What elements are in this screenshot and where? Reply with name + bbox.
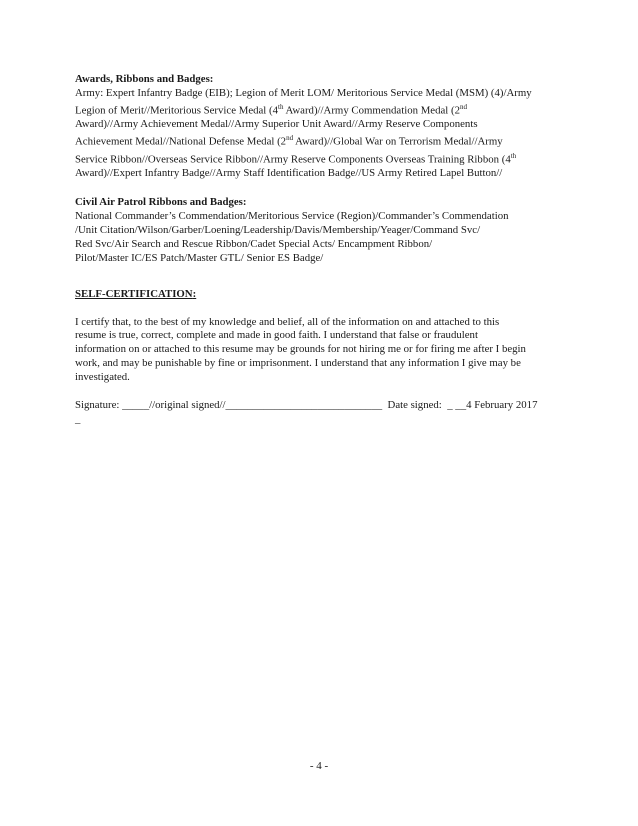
signature-trailing: _ bbox=[75, 413, 81, 425]
awards-text: Legion of Merit//Meritorious Service Medal (4 bbox=[75, 104, 278, 117]
selfcert-heading-text: SELF-CERTIFICATION bbox=[75, 287, 193, 300]
awards-line bbox=[75, 167, 565, 181]
page-number: - 4 - bbox=[309, 760, 329, 772]
selfcert-line: investigated. bbox=[75, 371, 130, 384]
awards-text: Award)//Expert Infantry Badge//Army Staff Identification Badge//US Army Retired Lapel Button// bbox=[75, 167, 503, 180]
ordinal-suffix: th bbox=[510, 151, 517, 160]
selfcert-line: resume is true, correct, complete and made in good faith. I understand that false or fraudulent bbox=[75, 329, 478, 342]
date-label: Date signed: bbox=[382, 399, 448, 412]
awards-line bbox=[75, 150, 565, 168]
cap-section bbox=[75, 196, 565, 266]
awards-text: Service Ribbon//Overseas Service Ribbon//Army Reserve Components Overseas Training Ribbon (4 bbox=[75, 153, 511, 166]
ordinal-suffix: nd bbox=[459, 102, 467, 111]
awards-text: Achievement Medal//National Defense Medal (2 bbox=[75, 135, 287, 148]
selfcert-line: I certify that, to the best of my knowledge and belief, all of the information on and attached to this bbox=[75, 315, 500, 328]
cap-line: National Commander’s Commendation/Meritorious Service (Region)/Commander’s Commendation bbox=[75, 210, 509, 223]
cap-line: Pilot/Master IC/ES Patch/Master GTL/ Senior ES Badge/ bbox=[75, 251, 324, 264]
awards-text: Award)//Army Achievement Medal//Army Superior Unit Award//Army Reserve Components bbox=[75, 118, 478, 131]
cap-line: /Unit Citation/Wilson/Garber/Loening/Leadership/Davis/Membership/Yeager/Command Svc/ bbox=[75, 223, 481, 236]
ordinal-suffix: nd bbox=[286, 134, 294, 143]
awards-text: Army: Expert Infantry Badge (EIB); Legion of Merit LOM/ Meritorious Service Medal (MSM) (4)/Army bbox=[75, 86, 532, 99]
selfcert-section bbox=[75, 288, 565, 427]
date-value: _ __4 February 2017 bbox=[447, 399, 538, 412]
awards-text: Award)//Global War on Terrorism Medal//Army bbox=[293, 135, 503, 148]
awards-section bbox=[75, 73, 565, 181]
cap-heading: Civil Air Patrol Ribbons and Badges: bbox=[75, 196, 247, 209]
awards-line bbox=[75, 101, 565, 119]
signature-row bbox=[75, 399, 565, 413]
selfcert-line: work, and may be punishable by fine or imprisonment. I understand that any information I give may be bbox=[75, 357, 521, 370]
awards-text: Award)//Army Commendation Medal (2 bbox=[283, 104, 460, 117]
ordinal-suffix: th bbox=[278, 102, 284, 111]
awards-heading: Awards, Ribbons and Badges: bbox=[75, 73, 214, 85]
page-content bbox=[75, 73, 565, 442]
cap-line: Red Svc/Air Search and Rescue Ribbon/Cadet Special Acts/ Encampment Ribbon/ bbox=[75, 237, 433, 250]
selfcert-heading bbox=[75, 288, 565, 302]
awards-line bbox=[75, 132, 565, 150]
selfcert-line: information on or attached to this resume may be grounds for not hiring me or for firing me after I begin bbox=[75, 343, 526, 356]
awards-line bbox=[75, 118, 565, 132]
signature-value: _____//original signed//_____________________________ bbox=[122, 399, 383, 412]
awards-line bbox=[75, 87, 565, 101]
selfcert-colon: : bbox=[192, 287, 197, 300]
signature-label: Signature: bbox=[75, 399, 123, 412]
